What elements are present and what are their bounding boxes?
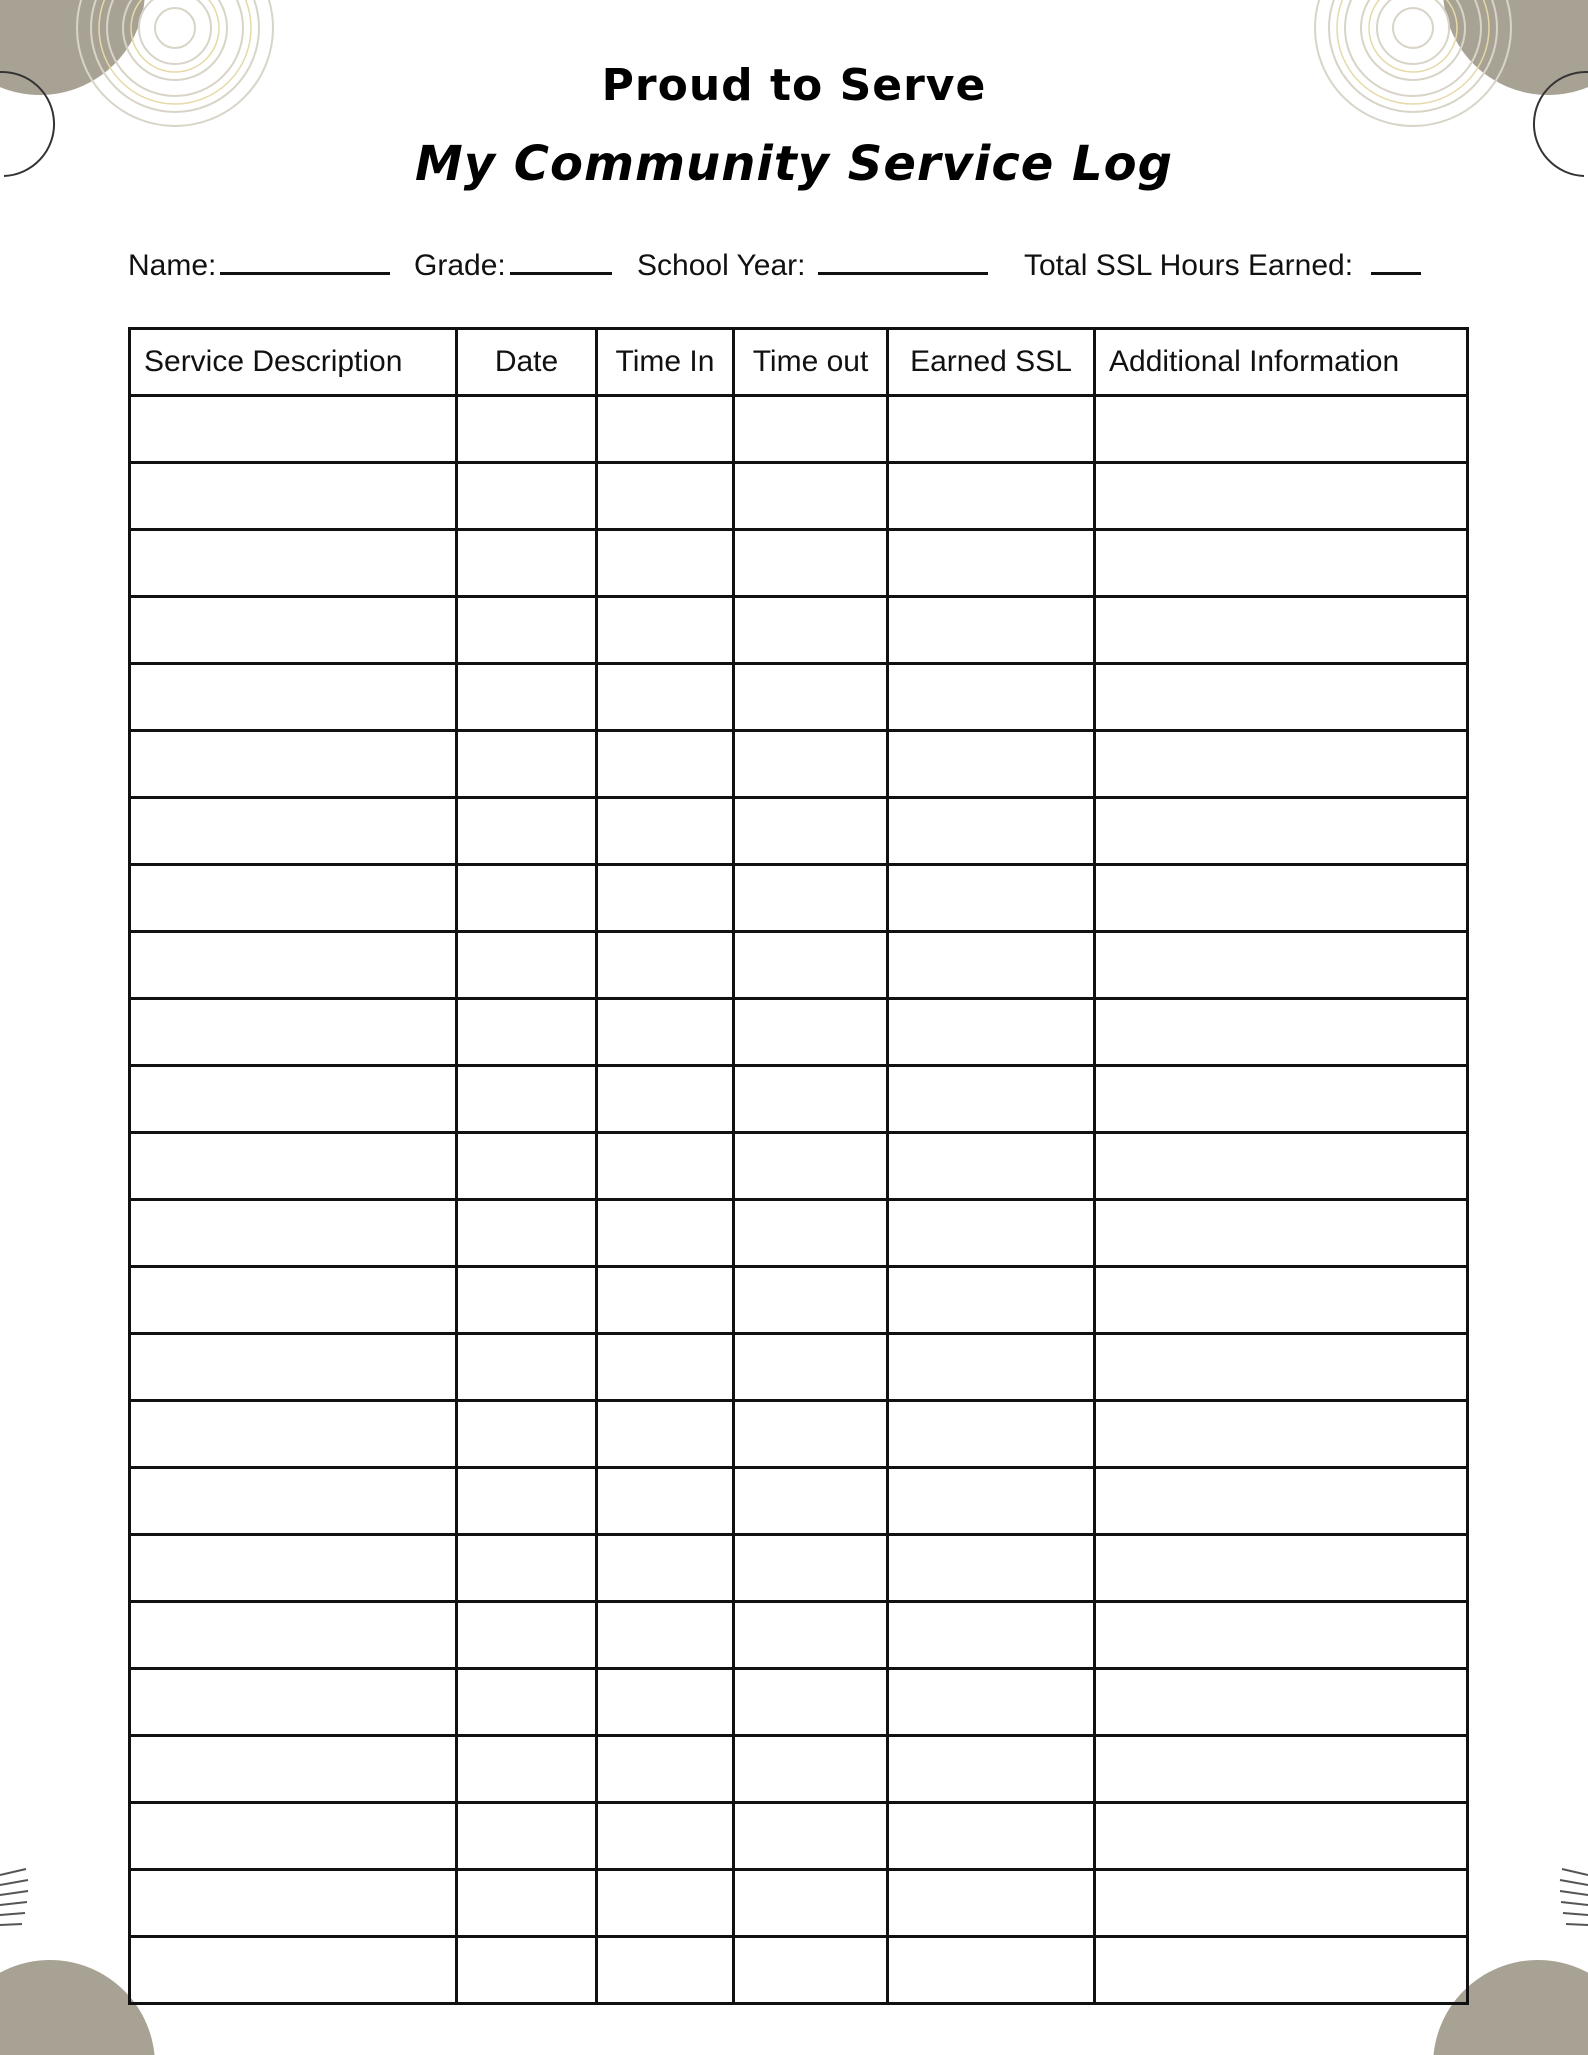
service-description-cell[interactable] bbox=[130, 1602, 457, 1669]
grade-label: Grade: bbox=[414, 249, 506, 282]
time-in-cell[interactable] bbox=[597, 1267, 734, 1334]
table-row bbox=[130, 396, 1468, 463]
time-in-cell[interactable] bbox=[597, 463, 734, 530]
service-description-cell[interactable] bbox=[130, 1133, 457, 1200]
time-out-cell[interactable] bbox=[734, 1066, 888, 1133]
additional-information-cell[interactable] bbox=[1095, 396, 1468, 463]
service-description-cell[interactable] bbox=[130, 1669, 457, 1736]
date-cell[interactable] bbox=[457, 999, 597, 1066]
time-in-cell[interactable] bbox=[597, 1401, 734, 1468]
service-description-cell[interactable] bbox=[130, 1937, 457, 2004]
time-in-cell[interactable] bbox=[597, 1066, 734, 1133]
school-year-label: School Year: bbox=[637, 249, 806, 282]
time-in-cell[interactable] bbox=[597, 1870, 734, 1937]
time-out-cell[interactable] bbox=[734, 1803, 888, 1870]
additional-information-cell[interactable] bbox=[1095, 1200, 1468, 1267]
earned-ssl-cell[interactable] bbox=[888, 1736, 1095, 1803]
time-out-cell[interactable] bbox=[734, 396, 888, 463]
column-header-time-out: Time out bbox=[734, 329, 888, 396]
date-cell[interactable] bbox=[457, 1535, 597, 1602]
service-description-cell[interactable] bbox=[130, 1468, 457, 1535]
time-out-cell[interactable] bbox=[734, 1267, 888, 1334]
additional-information-cell[interactable] bbox=[1095, 1736, 1468, 1803]
time-out-cell[interactable] bbox=[734, 865, 888, 932]
additional-information-cell[interactable] bbox=[1095, 1267, 1468, 1334]
time-in-cell[interactable] bbox=[597, 664, 734, 731]
additional-information-cell[interactable] bbox=[1095, 1401, 1468, 1468]
additional-information-cell[interactable] bbox=[1095, 1669, 1468, 1736]
name-blank[interactable] bbox=[220, 244, 390, 275]
service-description-cell[interactable] bbox=[130, 1736, 457, 1803]
table-row bbox=[130, 1602, 1468, 1669]
earned-ssl-cell[interactable] bbox=[888, 1602, 1095, 1669]
time-in-cell[interactable] bbox=[597, 731, 734, 798]
column-header-additional-information: Additional Information bbox=[1095, 329, 1468, 396]
additional-information-cell[interactable] bbox=[1095, 932, 1468, 999]
earned-ssl-cell[interactable] bbox=[888, 1066, 1095, 1133]
name-field bbox=[128, 244, 390, 283]
service-description-cell[interactable] bbox=[130, 1066, 457, 1133]
table-row bbox=[130, 1133, 1468, 1200]
earned-ssl-cell[interactable] bbox=[888, 932, 1095, 999]
time-out-cell[interactable] bbox=[734, 1736, 888, 1803]
date-cell[interactable] bbox=[457, 1937, 597, 2004]
date-cell[interactable] bbox=[457, 1066, 597, 1133]
time-out-cell[interactable] bbox=[734, 1937, 888, 2004]
time-out-cell[interactable] bbox=[734, 1870, 888, 1937]
column-header-service-description: Service Description bbox=[130, 329, 457, 396]
time-out-cell[interactable] bbox=[734, 1468, 888, 1535]
table-row bbox=[130, 1066, 1468, 1133]
additional-information-cell[interactable] bbox=[1095, 664, 1468, 731]
service-description-cell[interactable] bbox=[130, 1267, 457, 1334]
additional-information-cell[interactable] bbox=[1095, 1870, 1468, 1937]
page-title: Proud to Serve bbox=[601, 60, 987, 111]
table-row bbox=[130, 865, 1468, 932]
earned-ssl-cell[interactable] bbox=[888, 731, 1095, 798]
name-label: Name: bbox=[128, 249, 217, 282]
earned-ssl-cell[interactable] bbox=[888, 1401, 1095, 1468]
time-in-cell[interactable] bbox=[597, 865, 734, 932]
school-year-blank[interactable] bbox=[818, 244, 988, 275]
time-in-cell[interactable] bbox=[597, 1468, 734, 1535]
time-in-cell[interactable] bbox=[597, 396, 734, 463]
time-out-cell[interactable] bbox=[734, 999, 888, 1066]
service-description-cell[interactable] bbox=[130, 463, 457, 530]
earned-ssl-cell[interactable] bbox=[888, 1535, 1095, 1602]
table-row bbox=[130, 664, 1468, 731]
service-description-cell[interactable] bbox=[130, 396, 457, 463]
time-in-cell[interactable] bbox=[597, 1602, 734, 1669]
table-row bbox=[130, 1736, 1468, 1803]
earned-ssl-cell[interactable] bbox=[888, 530, 1095, 597]
grade-field bbox=[414, 244, 612, 283]
service-description-cell[interactable] bbox=[130, 530, 457, 597]
column-header-time-in: Time In bbox=[597, 329, 734, 396]
page-subtitle: My Community Service Log bbox=[415, 136, 1173, 192]
table-row bbox=[130, 1267, 1468, 1334]
earned-ssl-cell[interactable] bbox=[888, 396, 1095, 463]
column-header-date: Date bbox=[457, 329, 597, 396]
date-cell[interactable] bbox=[457, 463, 597, 530]
service-description-cell[interactable] bbox=[130, 731, 457, 798]
time-in-cell[interactable] bbox=[597, 1669, 734, 1736]
date-cell[interactable] bbox=[457, 1870, 597, 1937]
table-row bbox=[130, 597, 1468, 664]
additional-information-cell[interactable] bbox=[1095, 798, 1468, 865]
time-in-cell[interactable] bbox=[597, 1334, 734, 1401]
additional-information-cell[interactable] bbox=[1095, 865, 1468, 932]
table-row bbox=[130, 1803, 1468, 1870]
additional-information-cell[interactable] bbox=[1095, 1133, 1468, 1200]
date-cell[interactable] bbox=[457, 530, 597, 597]
table-row bbox=[130, 1401, 1468, 1468]
service-description-cell[interactable] bbox=[130, 1401, 457, 1468]
date-cell[interactable] bbox=[457, 1669, 597, 1736]
additional-information-cell[interactable] bbox=[1095, 597, 1468, 664]
additional-information-cell[interactable] bbox=[1095, 1334, 1468, 1401]
service-description-cell[interactable] bbox=[130, 1535, 457, 1602]
time-in-cell[interactable] bbox=[597, 1803, 734, 1870]
date-cell[interactable] bbox=[457, 798, 597, 865]
service-description-cell[interactable] bbox=[130, 798, 457, 865]
date-cell[interactable] bbox=[457, 731, 597, 798]
time-in-cell[interactable] bbox=[597, 1200, 734, 1267]
earned-ssl-cell[interactable] bbox=[888, 1803, 1095, 1870]
service-description-cell[interactable] bbox=[130, 1870, 457, 1937]
service-log-table bbox=[128, 327, 1469, 2005]
time-out-cell[interactable] bbox=[734, 1334, 888, 1401]
time-in-cell[interactable] bbox=[597, 999, 734, 1066]
service-description-cell[interactable] bbox=[130, 1334, 457, 1401]
table-row bbox=[130, 463, 1468, 530]
service-description-cell[interactable] bbox=[130, 999, 457, 1066]
service-description-cell[interactable] bbox=[130, 1803, 457, 1870]
date-cell[interactable] bbox=[457, 1200, 597, 1267]
service-description-cell[interactable] bbox=[130, 597, 457, 664]
earned-ssl-cell[interactable] bbox=[888, 1669, 1095, 1736]
earned-ssl-cell[interactable] bbox=[888, 1133, 1095, 1200]
earned-ssl-cell[interactable] bbox=[888, 463, 1095, 530]
time-out-cell[interactable] bbox=[734, 1669, 888, 1736]
earned-ssl-cell[interactable] bbox=[888, 999, 1095, 1066]
table-header-row bbox=[130, 329, 1468, 396]
additional-information-cell[interactable] bbox=[1095, 731, 1468, 798]
additional-information-cell[interactable] bbox=[1095, 463, 1468, 530]
table-row bbox=[130, 798, 1468, 865]
date-cell[interactable] bbox=[457, 865, 597, 932]
date-cell[interactable] bbox=[457, 932, 597, 999]
earned-ssl-cell[interactable] bbox=[888, 1267, 1095, 1334]
earned-ssl-cell[interactable] bbox=[888, 1870, 1095, 1937]
column-header-earned-ssl: Earned SSL bbox=[888, 329, 1095, 396]
table-row bbox=[130, 530, 1468, 597]
additional-information-cell[interactable] bbox=[1095, 1803, 1468, 1870]
time-in-cell[interactable] bbox=[597, 1535, 734, 1602]
time-in-cell[interactable] bbox=[597, 530, 734, 597]
earned-ssl-cell[interactable] bbox=[888, 798, 1095, 865]
earned-ssl-cell[interactable] bbox=[888, 1468, 1095, 1535]
time-in-cell[interactable] bbox=[597, 1937, 734, 2004]
date-cell[interactable] bbox=[457, 1133, 597, 1200]
time-out-cell[interactable] bbox=[734, 664, 888, 731]
date-cell[interactable] bbox=[457, 597, 597, 664]
time-in-cell[interactable] bbox=[597, 1133, 734, 1200]
time-in-cell[interactable] bbox=[597, 798, 734, 865]
service-description-cell[interactable] bbox=[130, 865, 457, 932]
additional-information-cell[interactable] bbox=[1095, 1602, 1468, 1669]
additional-information-cell[interactable] bbox=[1095, 1535, 1468, 1602]
table-row bbox=[130, 999, 1468, 1066]
time-out-cell[interactable] bbox=[734, 731, 888, 798]
grade-blank[interactable] bbox=[510, 244, 612, 275]
date-cell[interactable] bbox=[457, 1803, 597, 1870]
time-out-cell[interactable] bbox=[734, 1133, 888, 1200]
table-body bbox=[130, 396, 1468, 2004]
time-out-cell[interactable] bbox=[734, 798, 888, 865]
earned-ssl-cell[interactable] bbox=[888, 664, 1095, 731]
time-out-cell[interactable] bbox=[734, 1535, 888, 1602]
earned-ssl-cell[interactable] bbox=[888, 1334, 1095, 1401]
time-in-cell[interactable] bbox=[597, 932, 734, 999]
earned-ssl-cell[interactable] bbox=[888, 1937, 1095, 2004]
date-cell[interactable] bbox=[457, 1334, 597, 1401]
date-cell[interactable] bbox=[457, 1468, 597, 1535]
table-row bbox=[130, 1870, 1468, 1937]
student-info-fields bbox=[128, 244, 1468, 284]
time-out-cell[interactable] bbox=[734, 463, 888, 530]
school-year-field bbox=[637, 244, 988, 283]
additional-information-cell[interactable] bbox=[1095, 1468, 1468, 1535]
earned-ssl-cell[interactable] bbox=[888, 1200, 1095, 1267]
total-hours-label: Total SSL Hours Earned: bbox=[1024, 249, 1354, 282]
table-row bbox=[130, 1535, 1468, 1602]
table-row bbox=[130, 1937, 1468, 2004]
date-cell[interactable] bbox=[457, 1736, 597, 1803]
date-cell[interactable] bbox=[457, 396, 597, 463]
date-cell[interactable] bbox=[457, 664, 597, 731]
total-hours-blank[interactable] bbox=[1371, 244, 1421, 275]
date-cell[interactable] bbox=[457, 1602, 597, 1669]
table-row bbox=[130, 1334, 1468, 1401]
additional-information-cell[interactable] bbox=[1095, 1066, 1468, 1133]
additional-information-cell[interactable] bbox=[1095, 1937, 1468, 2004]
date-cell[interactable] bbox=[457, 1267, 597, 1334]
time-out-cell[interactable] bbox=[734, 597, 888, 664]
date-cell[interactable] bbox=[457, 1401, 597, 1468]
additional-information-cell[interactable] bbox=[1095, 530, 1468, 597]
time-out-cell[interactable] bbox=[734, 932, 888, 999]
time-in-cell[interactable] bbox=[597, 1736, 734, 1803]
total-hours-field bbox=[1024, 244, 1421, 283]
table-row bbox=[130, 1200, 1468, 1267]
additional-information-cell[interactable] bbox=[1095, 999, 1468, 1066]
service-description-cell[interactable] bbox=[130, 664, 457, 731]
time-out-cell[interactable] bbox=[734, 1401, 888, 1468]
time-out-cell[interactable] bbox=[734, 1602, 888, 1669]
table-row bbox=[130, 1669, 1468, 1736]
earned-ssl-cell[interactable] bbox=[888, 865, 1095, 932]
earned-ssl-cell[interactable] bbox=[888, 597, 1095, 664]
table-row bbox=[130, 932, 1468, 999]
table-row bbox=[130, 1468, 1468, 1535]
table-row bbox=[130, 731, 1468, 798]
time-out-cell[interactable] bbox=[734, 530, 888, 597]
time-in-cell[interactable] bbox=[597, 597, 734, 664]
time-out-cell[interactable] bbox=[734, 1200, 888, 1267]
service-description-cell[interactable] bbox=[130, 1200, 457, 1267]
service-description-cell[interactable] bbox=[130, 932, 457, 999]
